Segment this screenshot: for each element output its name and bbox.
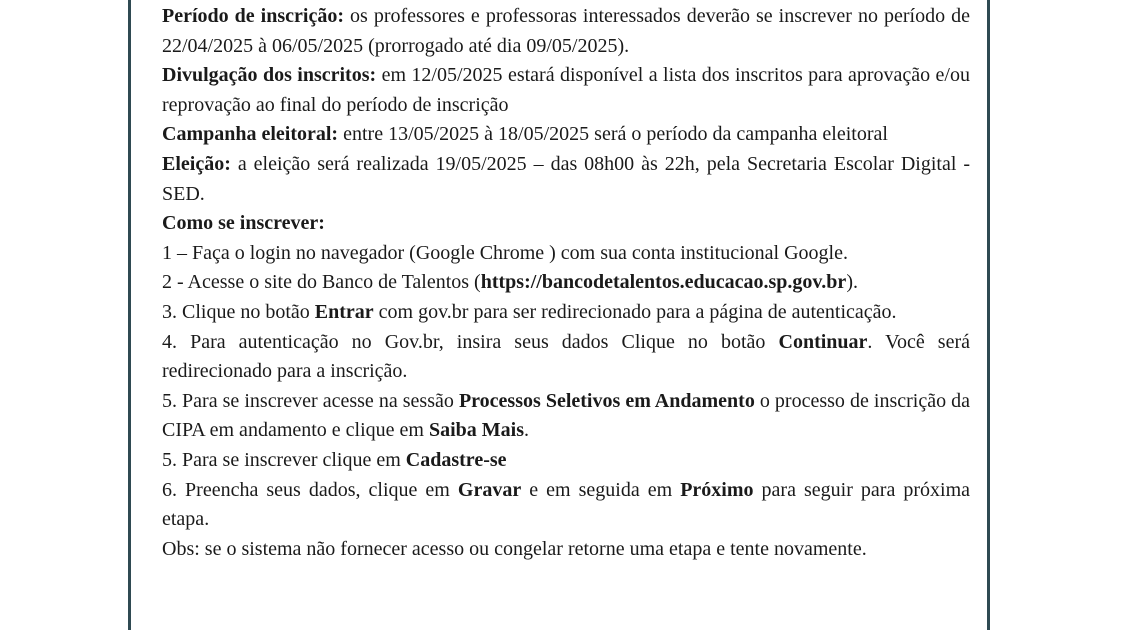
step-text: . Você será redirecionado para a inscrição. (162, 330, 970, 383)
step-bold-text: Cadastre-se (405, 448, 507, 471)
step-2 (162, 268, 970, 298)
election-paragraph (162, 150, 970, 209)
observation-note (162, 535, 970, 565)
step-text: ). (846, 271, 858, 294)
step-text: . (524, 419, 530, 442)
step-bold-text: Continuar (778, 330, 868, 353)
step-text: 4. Para autenticação no Gov.br, insira seus dados Clique no botão (162, 330, 779, 353)
paragraph-label: Período de inscrição: (162, 5, 344, 27)
campaign-paragraph (162, 120, 970, 150)
step-5a (162, 387, 970, 446)
step-bold-text: Processos Seletivos em Andamento (458, 389, 755, 412)
step-text: 1 – Faça o login no navegador (Google Chrome ) com sua conta institucional Google. (162, 241, 848, 264)
observation-text: Obs: se o sistema não fornecer acesso ou congelar retorne uma etapa e tente novamente. (162, 537, 867, 560)
step-text: para seguir para próxima etapa. (162, 478, 970, 531)
talent-bank-url[interactable]: https://bancodetalentos.educacao.sp.gov.br (480, 271, 847, 294)
step-1 (162, 239, 970, 269)
paragraph-text: em 12/05/2025 estará disponível a lista dos inscritos para aprovação e/ou reprovação ao final do período de inscrição (162, 64, 970, 116)
howto-heading (162, 209, 970, 239)
step-text: com gov.br para ser redirecionado para a página de autenticação. (373, 300, 897, 323)
step-bold-text: Saiba Mais (428, 419, 525, 442)
document-body (162, 2, 970, 564)
paragraph-label: Eleição: (162, 152, 231, 175)
registration-period-paragraph (162, 2, 970, 61)
paragraph-text: entre 13/05/2025 à 18/05/2025 será o período da campanha eleitoral (338, 123, 888, 146)
step-text: 2 - Acesse o site do Banco de Talentos ( (162, 271, 481, 294)
step-bold-text: Próximo (680, 478, 754, 501)
step-3 (162, 298, 970, 328)
step-text: 5. Para se inscrever acesse na sessão (162, 389, 459, 412)
step-5b (162, 446, 970, 476)
paragraph-label: Divulgação dos inscritos: (162, 64, 377, 87)
step-text: e em seguida em (521, 478, 681, 501)
step-6 (162, 476, 970, 535)
paragraph-text: os professores e professoras interessados deverão se inscrever no período de 22/04/2025 à 06/05/2025 (prorrogado até dia 09/05/2025). (162, 5, 970, 57)
step-text: 5. Para se inscrever clique em (162, 448, 406, 471)
paragraph-text: a eleição será realizada 19/05/2025 – das 08h00 às 22h, pela Secretaria Escolar Digital - SED. (162, 152, 970, 205)
registrants-disclosure-paragraph (162, 61, 970, 120)
step-bold-text: Entrar (314, 300, 374, 323)
step-bold-text: Gravar (457, 478, 522, 501)
step-text: 6. Preencha seus dados, clique em (162, 478, 458, 501)
howto-heading-text: Como se inscrever: (162, 212, 325, 235)
step-text: o processo de inscrição da CIPA em andamento e clique em (162, 389, 971, 442)
step-text: 3. Clique no botão (162, 300, 315, 323)
paragraph-label: Campanha eleitoral: (162, 123, 339, 146)
step-4 (162, 328, 970, 387)
